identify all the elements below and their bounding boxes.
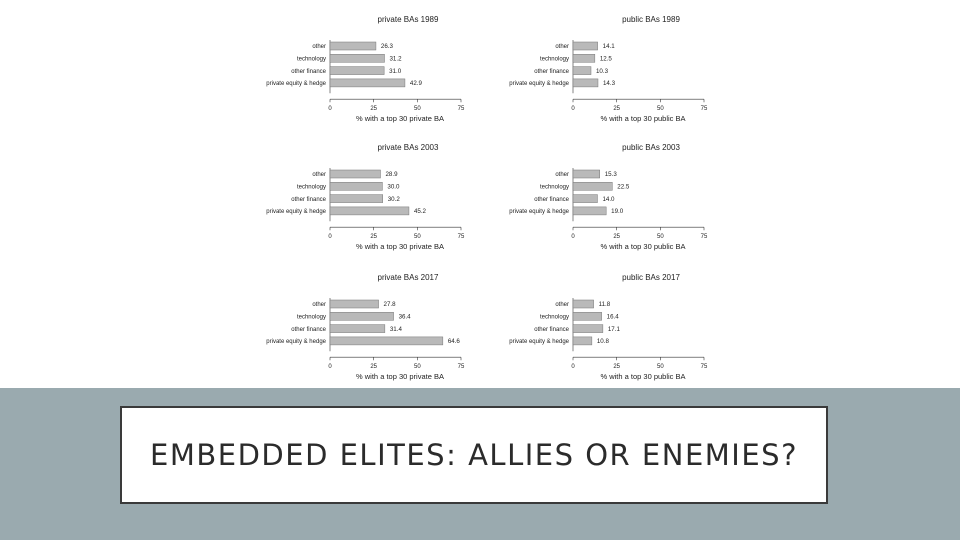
- category-label: other: [555, 172, 569, 179]
- value-label: 10.8: [596, 338, 609, 346]
- bar: [330, 207, 409, 215]
- x-tick-label: 25: [370, 234, 378, 241]
- x-tick-label: 25: [613, 364, 621, 371]
- bar: [330, 195, 383, 203]
- x-tick-label: 50: [656, 106, 664, 113]
- value-label: 27.8: [383, 301, 396, 309]
- category-label: other finance: [534, 196, 569, 203]
- bar: [573, 67, 591, 75]
- bar: [330, 325, 385, 333]
- x-tick-label: 50: [413, 364, 421, 371]
- value-label: 36.4: [398, 313, 411, 321]
- x-tick-label: 0: [571, 364, 575, 371]
- x-axis-label: % with a top 30 private BA: [356, 372, 444, 382]
- value-label: 30.2: [387, 195, 400, 203]
- bar: [573, 300, 594, 308]
- category-label: other finance: [291, 326, 326, 333]
- title-box: [120, 406, 828, 504]
- chart-panel: [266, 143, 465, 251]
- x-tick-label: 75: [457, 234, 465, 241]
- bar: [573, 79, 598, 87]
- x-axis-label: % with a top 30 public BA: [600, 114, 686, 124]
- category-label: technology: [539, 314, 569, 321]
- x-tick-label: 25: [613, 106, 621, 113]
- x-axis-label: % with a top 30 private BA: [356, 242, 444, 252]
- bar: [573, 54, 595, 62]
- bar: [573, 182, 612, 190]
- bar: [330, 182, 382, 190]
- value-label: 30.0: [387, 183, 400, 191]
- category-label: private equity & hedge: [509, 339, 569, 346]
- category-label: technology: [296, 314, 326, 321]
- x-tick-label: 0: [328, 364, 332, 371]
- x-tick-label: 75: [457, 364, 465, 371]
- chart-title: private BAs 1989: [377, 15, 439, 24]
- bar: [330, 337, 443, 345]
- x-tick-label: 0: [571, 234, 575, 241]
- bar: [573, 42, 598, 50]
- chart-panel: [509, 273, 708, 381]
- x-tick-label: 0: [328, 106, 332, 113]
- chart-panel: [509, 143, 708, 251]
- value-label: 42.9: [409, 80, 422, 88]
- x-tick-label: 50: [413, 106, 421, 113]
- category-label: technology: [296, 56, 326, 63]
- category-label: private equity & hedge: [266, 81, 326, 88]
- x-tick-label: 75: [700, 106, 708, 113]
- value-label: 14.3: [602, 80, 616, 88]
- category-label: other: [312, 172, 326, 179]
- bar: [330, 300, 379, 308]
- value-label: 16.4: [606, 313, 619, 321]
- category-label: other: [555, 44, 569, 51]
- category-label: other finance: [534, 326, 569, 333]
- x-tick-label: 0: [571, 106, 575, 113]
- x-tick-label: 25: [370, 364, 378, 371]
- x-axis-label: % with a top 30 public BA: [600, 242, 686, 252]
- category-label: other finance: [291, 196, 326, 203]
- value-label: 17.1: [607, 325, 620, 333]
- value-label: 22.5: [617, 183, 630, 191]
- category-label: other: [555, 302, 569, 309]
- chart-title: public BAs 2017: [622, 273, 680, 282]
- chart-title: public BAs 1989: [622, 15, 680, 24]
- value-label: 64.6: [447, 338, 460, 346]
- category-label: private equity & hedge: [266, 209, 326, 216]
- category-label: technology: [539, 184, 569, 191]
- value-label: 26.3: [380, 43, 393, 51]
- category-label: private equity & hedge: [266, 339, 326, 346]
- bar: [573, 195, 597, 203]
- category-label: other: [312, 302, 326, 309]
- x-tick-label: 25: [613, 234, 621, 241]
- bar: [573, 170, 600, 178]
- x-tick-label: 75: [700, 364, 708, 371]
- value-label: 15.3: [604, 171, 617, 179]
- chart-title: private BAs 2003: [377, 143, 439, 152]
- chart-panel: [266, 273, 465, 381]
- value-label: 10.3: [595, 67, 609, 75]
- bar: [330, 67, 384, 75]
- value-label: 19.0: [611, 208, 624, 216]
- bar: [573, 337, 592, 345]
- bar: [330, 42, 376, 50]
- x-axis-label: % with a top 30 public BA: [600, 372, 686, 382]
- chart-title: private BAs 2017: [377, 273, 439, 282]
- x-tick-label: 50: [413, 234, 421, 241]
- category-label: other finance: [534, 68, 569, 75]
- category-label: technology: [539, 56, 569, 63]
- chart-panel: [509, 15, 708, 123]
- category-label: other finance: [291, 68, 326, 75]
- bar: [330, 54, 384, 62]
- x-tick-label: 50: [656, 234, 664, 241]
- x-tick-label: 75: [457, 106, 465, 113]
- value-label: 31.0: [389, 67, 402, 75]
- bar: [330, 170, 380, 178]
- category-label: private equity & hedge: [509, 209, 569, 216]
- category-label: technology: [296, 184, 326, 191]
- x-tick-label: 75: [700, 234, 708, 241]
- x-axis-label: % with a top 30 private BA: [356, 114, 444, 124]
- value-label: 14.1: [602, 43, 615, 51]
- x-tick-label: 25: [370, 106, 378, 113]
- value-label: 11.8: [598, 301, 611, 309]
- bar: [573, 207, 606, 215]
- value-label: 14.0: [602, 195, 615, 203]
- value-label: 31.2: [389, 55, 402, 63]
- x-tick-label: 0: [328, 234, 332, 241]
- bar: [330, 79, 405, 87]
- value-label: 45.2: [413, 208, 426, 216]
- value-label: 31.4: [389, 325, 402, 333]
- chart-panel: [266, 15, 465, 123]
- bar: [573, 312, 602, 320]
- category-label: private equity & hedge: [509, 81, 569, 88]
- category-label: other: [312, 44, 326, 51]
- slide-title: EMBEDDED ELITES: ALLIES OR ENEMIES?: [150, 438, 798, 472]
- bar: [330, 312, 394, 320]
- bar: [573, 325, 603, 333]
- chart-title: public BAs 2003: [622, 143, 680, 152]
- value-label: 12.5: [599, 55, 612, 63]
- value-label: 28.9: [385, 171, 398, 179]
- x-tick-label: 50: [656, 364, 664, 371]
